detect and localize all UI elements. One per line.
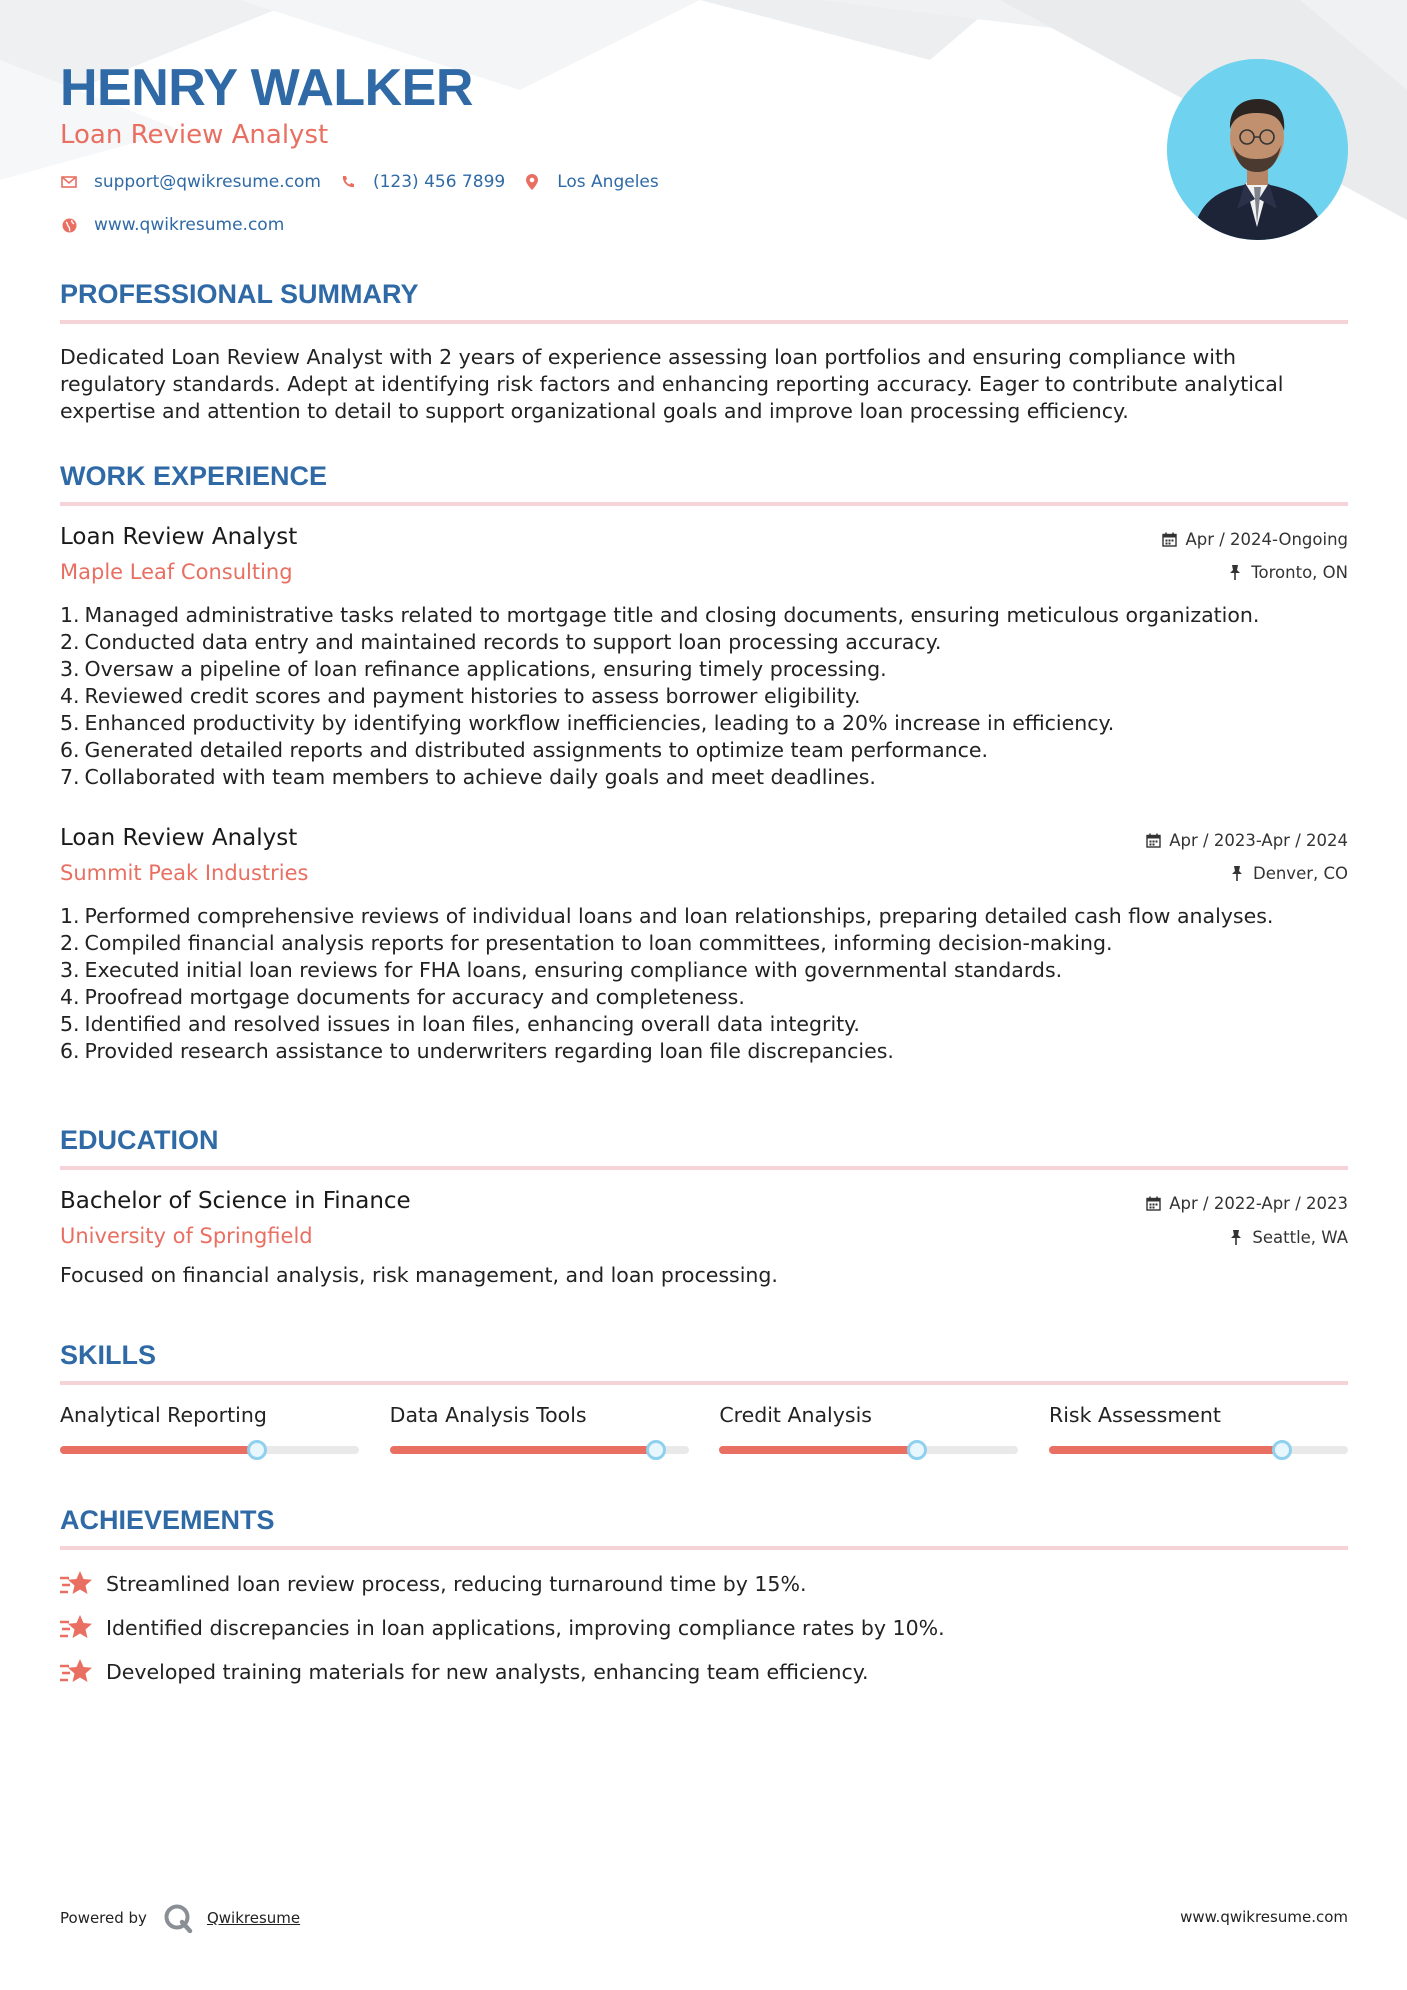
star-icon bbox=[60, 1569, 94, 1599]
skill-name: Credit Analysis bbox=[719, 1403, 872, 1427]
skills-list bbox=[60, 1403, 1348, 1463]
section-divider bbox=[60, 1546, 1348, 1550]
job-role: Loan Review Analyst bbox=[60, 524, 298, 550]
skill-item bbox=[1049, 1403, 1348, 1463]
contact-row-web bbox=[60, 215, 302, 235]
star-icon bbox=[60, 1613, 94, 1643]
section-divider bbox=[60, 1381, 1348, 1385]
summary-text: Dedicated Loan Review Analyst with 2 years of experience assessing loan portfolios and ensuring compliance with regulatory standards. Adept at identifying risk factors and enhancing reporting accuracy. Eager to contribute analytical expertise and attention to detail to support organizational goals and improve loan processing efficiency. bbox=[60, 345, 1284, 423]
star-icon bbox=[60, 1657, 94, 1687]
list-item: 3. Executed initial loan reviews for FHA loans, ensuring compliance with governmental standards. bbox=[60, 958, 1063, 982]
phone-text: (123) 456 7899 bbox=[372, 172, 506, 192]
job-location-text: Toronto, ON bbox=[1251, 563, 1348, 582]
job-location bbox=[1229, 864, 1348, 883]
job-date-text: Apr / 2023-Apr / 2024 bbox=[1169, 831, 1348, 850]
contact-row bbox=[60, 172, 677, 192]
skill-bar-knob bbox=[1272, 1440, 1292, 1460]
achievement-text: Streamlined loan review process, reducing turnaround time by 15%. bbox=[106, 1572, 807, 1596]
education-heading: EDUCATION bbox=[60, 1125, 219, 1155]
footer bbox=[60, 1895, 1348, 1935]
achievement-text: Identified discrepancies in loan applications, improving compliance rates by 10%. bbox=[106, 1616, 945, 1640]
contact-location bbox=[523, 172, 659, 192]
skill-bar-fill bbox=[390, 1446, 656, 1454]
skill-name: Analytical Reporting bbox=[60, 1403, 267, 1427]
school: University of Springfield bbox=[60, 1224, 313, 1248]
list-item: 6. Generated detailed reports and distributed assignments to optimize team performance. bbox=[60, 738, 989, 762]
list-item: 6. Provided research assistance to underwriters regarding loan file discrepancies. bbox=[60, 1039, 894, 1063]
job-location-text: Denver, CO bbox=[1252, 864, 1348, 883]
list-item: 1. Managed administrative tasks related to mortgage title and closing documents, ensuring meticulous organization. bbox=[60, 603, 1260, 627]
footer-url[interactable]: www.qwikresume.com bbox=[1180, 1908, 1348, 1926]
skill-bar-knob bbox=[907, 1440, 927, 1460]
map-pin-icon bbox=[523, 173, 541, 191]
list-item: 5. Enhanced productivity by identifying workflow inefficiencies, leading to a 20% increase in efficiency. bbox=[60, 711, 1115, 735]
list-item: 4. Proofread mortgage documents for accuracy and completeness. bbox=[60, 985, 745, 1009]
skill-bar bbox=[390, 1446, 689, 1454]
list-item: 2. Compiled financial analysis reports for presentation to loan committees, informing decision-making. bbox=[60, 931, 1113, 955]
education-date bbox=[1145, 1194, 1348, 1213]
job-duties-1 bbox=[60, 602, 1348, 791]
experience-heading: WORK EXPERIENCE bbox=[60, 461, 328, 491]
skill-bar bbox=[719, 1446, 1018, 1454]
list-item: 5. Identified and resolved issues in loan files, enhancing overall data integrity. bbox=[60, 1012, 860, 1036]
achievement-text: Developed training materials for new analysts, enhancing team efficiency. bbox=[106, 1660, 869, 1684]
calendar-icon bbox=[1145, 833, 1161, 849]
section-divider bbox=[60, 1166, 1348, 1170]
job-date bbox=[1161, 530, 1348, 549]
skill-bar-fill bbox=[1049, 1446, 1282, 1454]
list-item: 4. Reviewed credit scores and payment histories to assess borrower eligibility. bbox=[60, 684, 861, 708]
contact-phone[interactable] bbox=[339, 172, 505, 192]
skill-bar-knob bbox=[646, 1440, 666, 1460]
pushpin-icon bbox=[1228, 1230, 1244, 1246]
skill-item bbox=[719, 1403, 1018, 1463]
envelope-icon bbox=[60, 173, 78, 191]
skill-bar bbox=[60, 1446, 359, 1454]
pushpin-icon bbox=[1227, 565, 1243, 581]
degree: Bachelor of Science in Finance bbox=[60, 1188, 411, 1214]
section-divider bbox=[60, 320, 1348, 324]
job-date-text: Apr / 2024-Ongoing bbox=[1185, 530, 1348, 549]
pushpin-icon bbox=[1229, 866, 1245, 882]
location-text: Los Angeles bbox=[557, 172, 659, 192]
list-item bbox=[60, 1606, 1348, 1650]
education-location-text: Seattle, WA bbox=[1252, 1228, 1348, 1247]
avatar bbox=[1167, 59, 1348, 240]
calendar-icon bbox=[1161, 532, 1177, 548]
education-date-text: Apr / 2022-Apr / 2023 bbox=[1169, 1194, 1348, 1213]
globe-icon bbox=[60, 216, 78, 234]
brand-link[interactable]: Qwikresume bbox=[206, 1909, 301, 1927]
job-duties-2 bbox=[60, 903, 1348, 1065]
job-company: Maple Leaf Consulting bbox=[60, 560, 293, 584]
list-item: 1. Performed comprehensive reviews of individual loans and loan relationships, preparing detailed cash flow analyses. bbox=[60, 904, 1274, 928]
section-divider bbox=[60, 502, 1348, 506]
candidate-title: Loan Review Analyst bbox=[60, 120, 329, 150]
skills-heading: SKILLS bbox=[60, 1340, 157, 1370]
website-text: www.qwikresume.com bbox=[94, 215, 285, 235]
person-portrait-icon bbox=[1167, 59, 1348, 240]
job-role: Loan Review Analyst bbox=[60, 825, 298, 851]
skill-item bbox=[390, 1403, 689, 1463]
qwikresume-logo-icon bbox=[163, 1903, 193, 1933]
skill-bar bbox=[1049, 1446, 1348, 1454]
achievements-list bbox=[60, 1562, 1348, 1694]
education-location bbox=[1228, 1228, 1348, 1247]
job-company: Summit Peak Industries bbox=[60, 861, 309, 885]
list-item bbox=[60, 1562, 1348, 1606]
powered-by bbox=[60, 1903, 300, 1933]
powered-by-label: Powered by bbox=[60, 1909, 147, 1927]
skill-name: Data Analysis Tools bbox=[389, 1403, 587, 1427]
calendar-icon bbox=[1145, 1196, 1161, 1212]
phone-icon bbox=[339, 173, 357, 191]
skill-item bbox=[60, 1403, 359, 1463]
skill-bar-knob bbox=[247, 1440, 267, 1460]
contact-website[interactable] bbox=[60, 215, 284, 235]
list-item: 7. Collaborated with team members to achieve daily goals and meet deadlines. bbox=[60, 765, 876, 789]
achievements-heading: ACHIEVEMENTS bbox=[60, 1505, 275, 1535]
list-item: 2. Conducted data entry and maintained records to support loan processing accuracy. bbox=[60, 630, 942, 654]
list-item bbox=[60, 1650, 1348, 1694]
contact-email[interactable] bbox=[60, 172, 321, 192]
summary-heading: PROFESSIONAL SUMMARY bbox=[60, 279, 419, 309]
skill-bar-fill bbox=[719, 1446, 916, 1454]
email-text: support@qwikresume.com bbox=[94, 172, 321, 192]
education-description: Focused on financial analysis, risk management, and loan processing. bbox=[60, 1263, 778, 1287]
skill-bar-fill bbox=[60, 1446, 257, 1454]
skill-name: Risk Assessment bbox=[1048, 1403, 1221, 1427]
list-item: 3. Oversaw a pipeline of loan refinance applications, ensuring timely processing. bbox=[60, 657, 887, 681]
job-date bbox=[1145, 831, 1348, 850]
job-location bbox=[1227, 563, 1348, 582]
candidate-name: HENRY WALKER bbox=[60, 59, 473, 117]
